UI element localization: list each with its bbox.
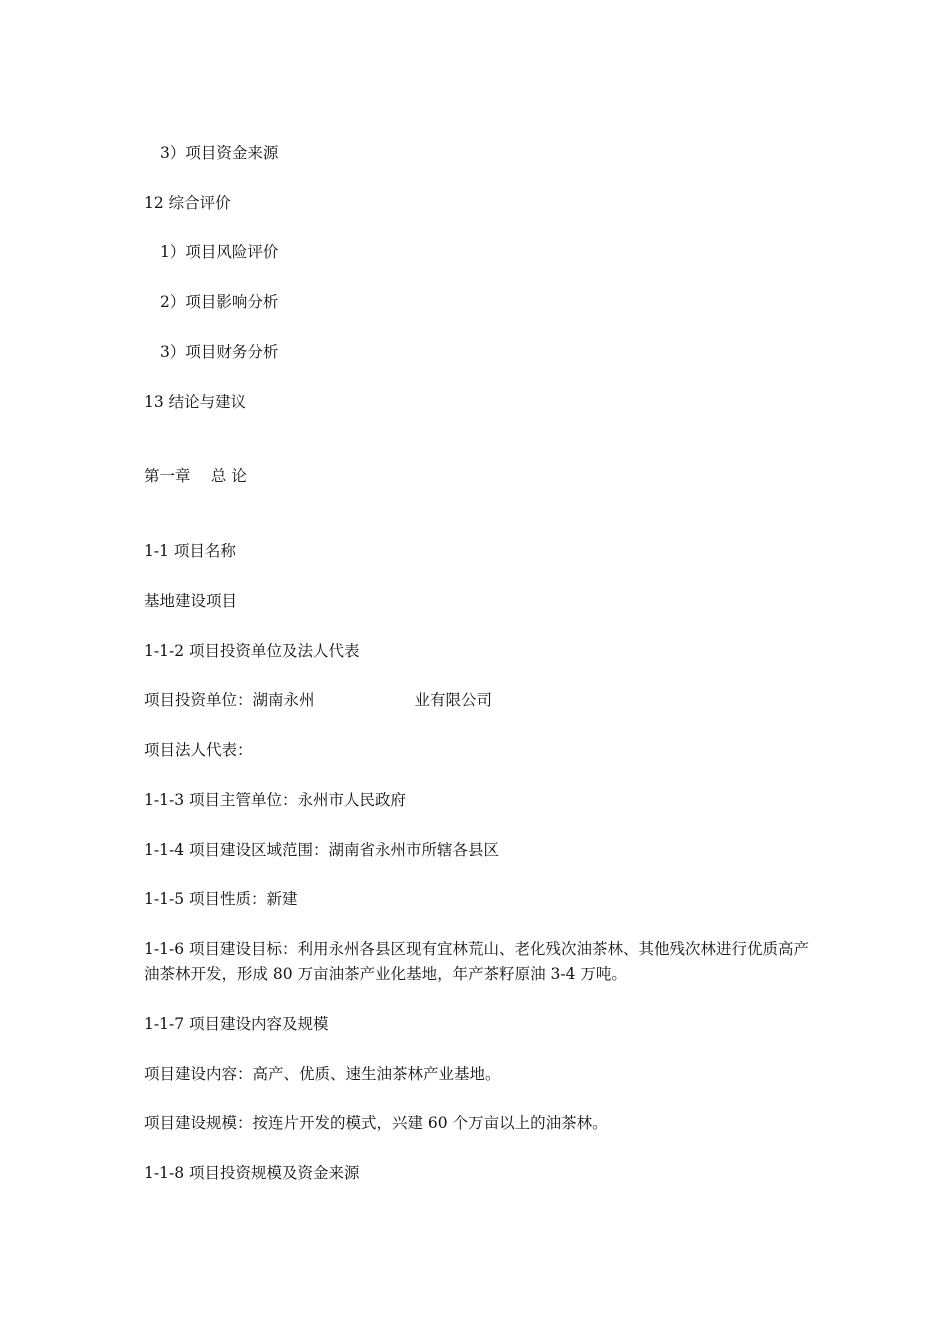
construction-content: 项目建设内容：高产、优质、速生油茶林产业基地。 [144,1065,501,1083]
toc-item-funding-source: 3）项目资金来源 [160,144,279,162]
toc-item-conclusion: 13 结论与建议 [144,393,247,411]
toc-item-financial-analysis: 3）项目财务分析 [160,343,279,361]
toc-item-risk-evaluation: 1）项目风险评价 [160,243,279,261]
construction-scale: 项目建设规模：按连片开发的模式，兴建 60 个万亩以上的油茶林。 [144,1114,608,1132]
section-supervising-unit: 1-1-3 项目主管单位：永州市人民政府 [144,791,406,809]
toc-item-impact-analysis: 2）项目影响分析 [160,293,279,311]
legal-representative: 项目法人代表： [144,741,253,759]
section-heading-investment: 1-1-8 项目投资规模及资金来源 [144,1164,360,1182]
toc-item-comprehensive-evaluation: 12 综合评价 [144,194,231,212]
chapter-title: 第一章 总 论 [144,467,247,485]
section-construction-area: 1-1-4 项目建设区域范围：湖南省永州市所辖各县区 [144,841,499,859]
investor-line [144,689,492,711]
investor-label: 项目投资单位：湖南永州 [144,691,315,709]
section-heading-content-scale: 1-1-7 项目建设内容及规模 [144,1015,329,1033]
project-name-value: 基地建设项目 [144,592,238,610]
investor-suffix: 业有限公司 [414,691,493,709]
section-heading-project-name: 1-1 项目名称 [144,542,236,560]
section-heading-investor: 1-1-2 项目投资单位及法人代表 [144,642,360,660]
section-construction-goal: 1-1-6 项目建设目标：利用永州各县区现有宜林荒山、老化残次油茶林、其他残次林进行优质高产油茶林开发，形成 80 万亩油茶产业化基地，年产茶籽原油 3-4 万吨。 [144,940,809,983]
section-project-nature: 1-1-5 项目性质：新建 [144,890,298,908]
